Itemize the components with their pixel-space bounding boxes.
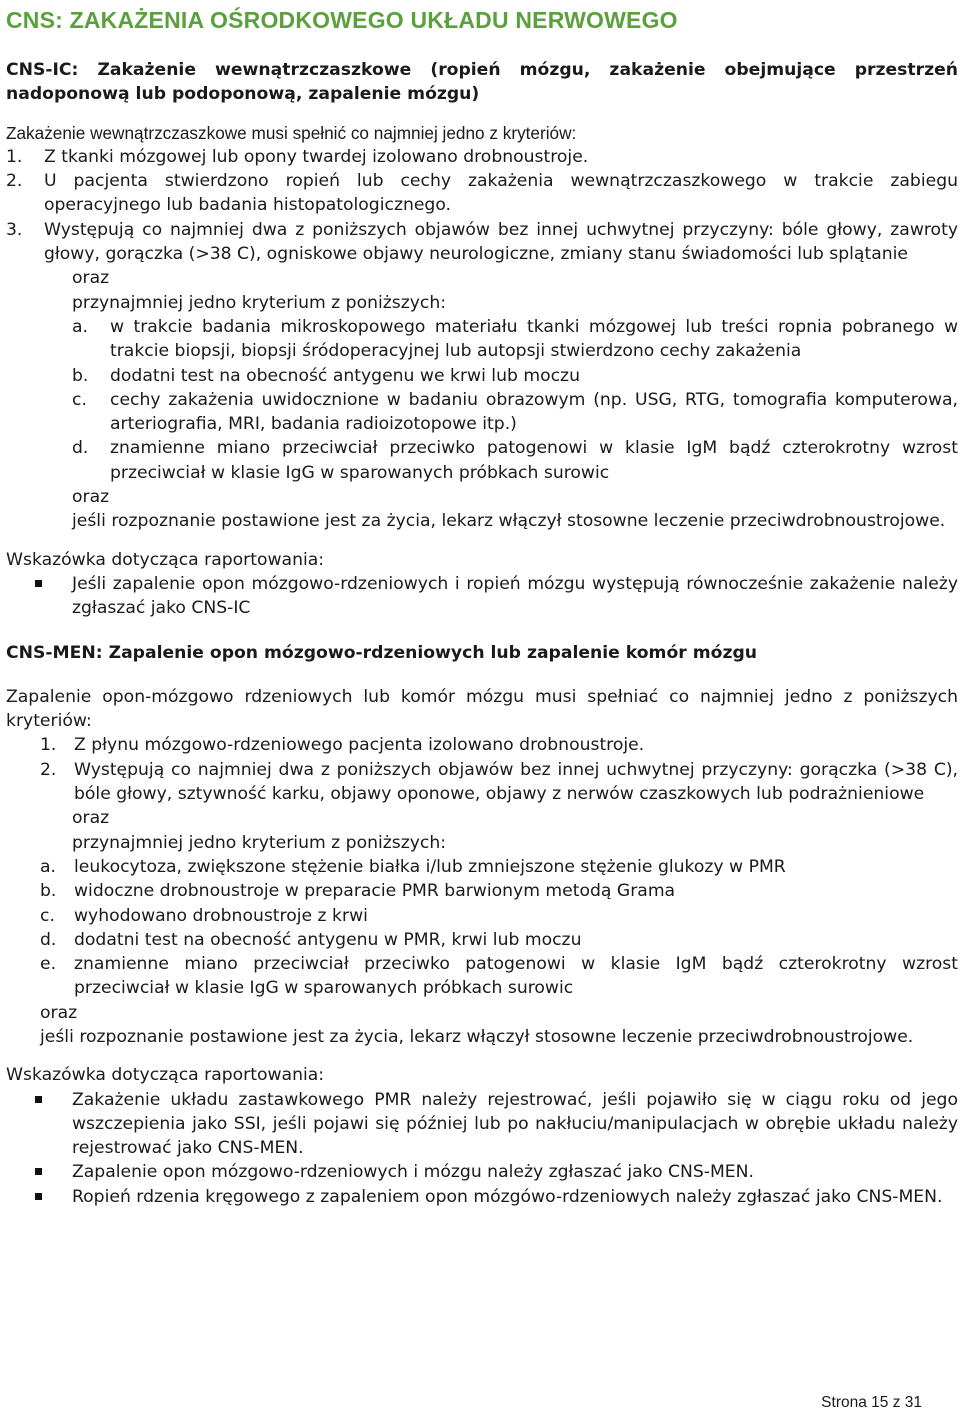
sub-criteria — [6, 315, 958, 485]
criterion-2 — [6, 169, 958, 218]
criterion-text: U pacjenta stwierdzono ropień lub cechy zakażenia wewnątrzczaszkowego w trakcie zabiegu operacyjnego lub badania histopatologicznego. — [44, 171, 958, 216]
section-heading-cns-men — [6, 641, 958, 665]
sub-letter: b. — [72, 365, 89, 386]
sub-criterion-b — [72, 364, 958, 388]
page-number: Strona 15 z 31 — [821, 1394, 922, 1411]
sub-text: widoczne drobnoustroje w preparacie PMR barwionym metodą Grama — [74, 881, 676, 902]
criterion-text: Występują co najmniej dwa z poniższych objawów bez innej uchwytnej przyczyny: gorączka (>38 C), bóle głowy, sztywność karku, objawy oponowe, objawy z nerwów czaszkowych lub podrażnieniowe — [74, 759, 958, 805]
criterion-text: Z tkanki mózgowej lub opony twardej izolowano drobnoustroje. — [44, 146, 589, 167]
criteria-intro: Zakażenie wewnątrzczaszkowe musi spełnić co najmniej jedno z kryteriów: — [6, 122, 577, 143]
sub-text: w trakcie badania mikroskopowego materiału tkanki mózgowej lub treści ropnia pobranego w trakcie biopsji, biopsji śródoperacyjnej lub autopsji stwierdzono cechy zakażenia — [110, 316, 958, 362]
criterion-number: 1. — [40, 735, 57, 756]
criterion-text: Z płynu mózgowo-rdzeniowego pacjenta izolowano drobnoustroje. — [74, 735, 645, 756]
sub-text: dodatni test na obecność antygenu we krwi lub moczu — [110, 365, 580, 386]
criterion-3 — [6, 218, 958, 267]
oraz-connector: oraz — [72, 268, 110, 289]
sub-text: znamienne miano przeciwciał przeciwko patogenowi w klasie IgM bądź czterokrotny wzrost przeciwciał w klasie IgG w sparowanych próbkach surowic — [110, 438, 958, 483]
reporting-hint-item — [6, 1160, 958, 1184]
treatment-condition: jeśli rozpoznanie postawione jest za życia, lekarz włączył stosowne leczenie przeciwdrobnoustrojowe. — [72, 511, 946, 532]
reporting-hint-item — [6, 572, 958, 621]
heading-code: CNS-IC: — [6, 60, 79, 80]
at-least-one: przynajmniej jedno kryterium z poniższych: — [72, 832, 447, 853]
criterion-text: Występują co najmniej dwa z poniższych objawów bez innej uchwytnej przyczyny: bóle głowy, zawroty głowy, gorączka (>38 C), ogniskowe objawy neurologiczne, zmiany stanu świadomości lub splątanie — [44, 219, 958, 265]
sub-criterion-b — [40, 879, 958, 903]
sub-criterion-d — [72, 436, 958, 485]
criterion-1 — [6, 145, 958, 169]
hint-text: Ropień rdzenia kręgowego z zapaleniem opon mózgówo-rdzeniowych należy zgłaszać jako CNS-MEN. — [72, 1186, 943, 1207]
sub-text: cechy zakażenia uwidocznione w badaniu obrazowym (np. USG, RTG, tomografia komputerowa, arteriografia, MRI, badania radioizotopowe itp.) — [110, 389, 958, 435]
oraz-connector: oraz — [40, 1002, 78, 1023]
sub-letter: a. — [40, 856, 56, 877]
sub-criteria — [6, 855, 958, 1001]
hint-text: Zapalenie opon mózgowo-rdzeniowych i mózgu należy zgłaszać jako CNS-MEN. — [72, 1162, 754, 1183]
heading-text: Zapalenie opon mózgowo-rdzeniowych lub zapalenie komór mózgu — [102, 642, 757, 663]
criterion-number: 2. — [6, 171, 23, 192]
sub-letter: b. — [40, 881, 57, 902]
criterion-number: 2. — [40, 759, 57, 780]
sub-criterion-a — [72, 315, 958, 364]
bullet-icon — [6, 1160, 72, 1184]
sub-letter: c. — [72, 389, 87, 410]
heading-code: CNS-MEN: — [6, 642, 103, 663]
criterion-number: 1. — [6, 146, 23, 167]
sub-criterion-a — [40, 855, 958, 879]
section-heading-cns-ic — [6, 58, 958, 107]
bullet-icon — [6, 572, 72, 621]
bullet-icon — [6, 1088, 72, 1161]
hint-text: Jeśli zapalenie opon mózgowo-rdzeniowych i ropień mózgu występują równocześnie zakażenie należy zgłaszać jako CNS-IC — [72, 573, 958, 619]
criterion-2 — [6, 758, 958, 807]
criteria-intro: Zapalenie opon-mózgowo rdzeniowych lub komór mózgu musi spełniać co najmniej jedno z poniższych kryteriów: — [6, 686, 958, 732]
oraz-connector: oraz — [72, 808, 110, 829]
sub-letter: c. — [40, 905, 55, 926]
sub-text: znamienne miano przeciwciał przeciwko patogenowi w klasie IgM bądź czterokrotny wzrost przeciwciał w klasie IgG w sparowanych próbkach surowic — [74, 954, 958, 999]
sub-text: wyhodowano drobnoustroje z krwi — [74, 905, 368, 926]
heading-text: Zakażenie wewnątrzczaszkowe (ropień mózgu, zakażenie obejmujące przestrzeń nadoponową lub podoponową, zapalenie mózgu) — [6, 60, 958, 105]
oraz-connector: oraz — [72, 487, 110, 508]
sub-criterion-d — [40, 928, 958, 952]
document-page — [6, 0, 958, 1209]
at-least-one: przynajmniej jedno kryterium z poniższych: — [72, 292, 447, 313]
sub-criterion-e — [40, 952, 958, 1001]
sub-criterion-c — [72, 388, 958, 437]
sub-letter: d. — [40, 929, 57, 950]
sub-text: leukocytoza, zwiększone stężenie białka i/lub zmniejszone stężenie glukozy w PMR — [74, 856, 786, 877]
sub-letter: e. — [40, 954, 57, 975]
reporting-hint-label: Wskazówka dotycząca raportowania: — [6, 549, 325, 570]
criterion-1 — [6, 733, 958, 757]
reporting-hint-item — [6, 1185, 958, 1209]
sub-letter: d. — [72, 438, 89, 459]
sub-criterion-c — [40, 904, 958, 928]
hint-text: Zakażenie układu zastawkowego PMR należy rejestrować, jeśli pojawiło się w ciągu roku od jego wszczepienia jako SSI, jeśli pojawi się później lub po nakłuciu/manipulacjach w obrębie układu należy rejestrować jako CNS-MEN. — [72, 1089, 958, 1159]
reporting-hint-label: Wskazówka dotycząca raportowania: — [6, 1065, 325, 1086]
sub-text: dodatni test na obecność antygenu w PMR, krwi lub moczu — [74, 929, 582, 950]
bullet-icon — [6, 1185, 72, 1209]
sub-letter: a. — [72, 316, 88, 337]
treatment-condition: jeśli rozpoznanie postawione jest za życia, lekarz włączył stosowne leczenie przeciwdrobnoustrojowe. — [40, 1026, 914, 1047]
criterion-number: 3. — [6, 219, 23, 240]
page-title: CNS: ZAKAŻENIA OŚRODKOWEGO UKŁADU NERWOWEGO — [6, 7, 678, 33]
reporting-hint-item — [6, 1088, 958, 1161]
